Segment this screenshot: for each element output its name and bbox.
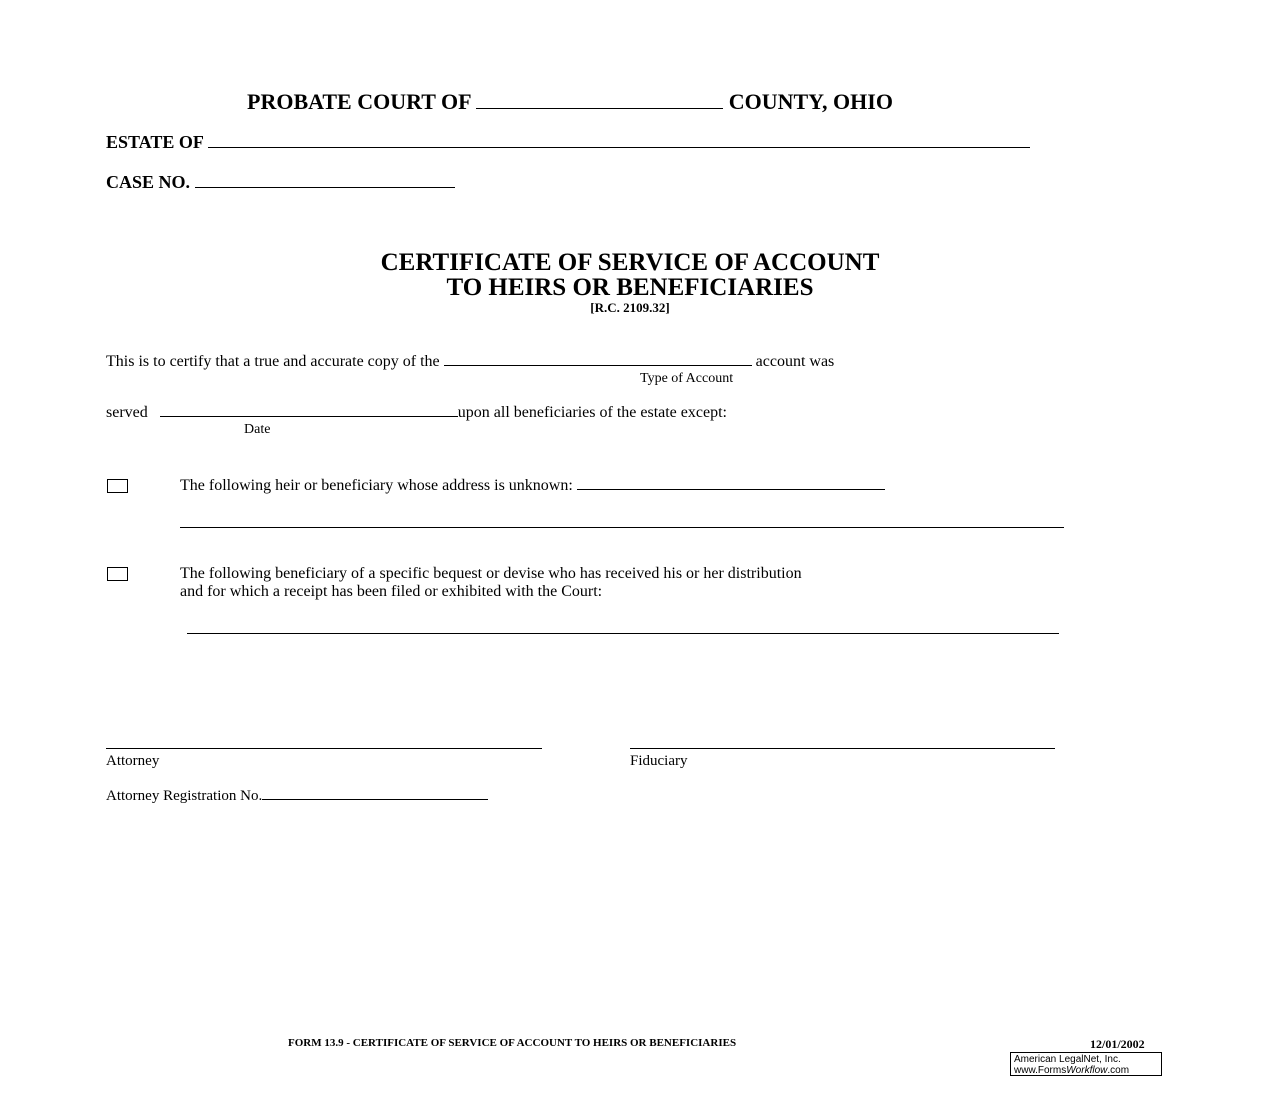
logo-line-2: [1014, 1065, 1158, 1076]
county-field[interactable]: [476, 107, 723, 109]
certify-suffix: account was: [755, 353, 835, 370]
estate-label: ESTATE OF: [106, 132, 204, 152]
unknown-heir-field-line2[interactable]: [180, 527, 1064, 528]
registration-label: Attorney Registration No.: [106, 788, 263, 804]
date-caption: Date: [244, 422, 271, 437]
title-line-1: CERTIFICATE OF SERVICE OF ACCOUNT: [380, 249, 880, 276]
fiduciary-signature-line[interactable]: [630, 748, 1055, 749]
specific-beneficiary-field[interactable]: [187, 633, 1059, 634]
case-row: [106, 173, 455, 191]
served-row: [106, 405, 727, 421]
type-of-account-caption: Type of Account: [640, 371, 734, 386]
attorney-signature-line[interactable]: [106, 748, 542, 749]
option2-line2: and for which a receipt has been filed or exhibited with the Court:: [180, 583, 603, 600]
american-legalnet-logo: [1010, 1052, 1162, 1076]
account-type-field[interactable]: [444, 364, 752, 366]
registration-number-field[interactable]: [262, 798, 488, 800]
certify-row: [106, 354, 834, 370]
served-label: served: [106, 404, 148, 421]
served-suffix: upon all beneficiaries of the estate except:: [457, 404, 727, 421]
registration-row: [106, 789, 488, 804]
court-prefix: PROBATE COURT OF: [247, 89, 471, 114]
case-number-field[interactable]: [195, 186, 455, 188]
footer-form-title: FORM 13.9 - CERTIFICATE OF SERVICE OF ACCOUNT TO HEIRS OR BENEFICIARIES: [288, 1037, 737, 1049]
title-line-2: TO HEIRS OR BENEFICIARIES: [446, 274, 814, 301]
logo-line-1: American LegalNet, Inc.: [1014, 1054, 1121, 1065]
unknown-address-checkbox[interactable]: [107, 479, 128, 493]
statute-reference: [R.C. 2109.32]: [590, 300, 670, 315]
certify-text: This is to certify that a true and accurate copy of the: [106, 353, 440, 370]
logo-suffix: .com: [1107, 1065, 1130, 1076]
option2-line1: The following beneficiary of a specific bequest or devise who has received his or her distribution: [180, 565, 802, 582]
estate-row: [106, 133, 1030, 151]
option1-row: [180, 478, 885, 494]
unknown-heir-field[interactable]: [577, 488, 885, 490]
attorney-label: Attorney: [106, 753, 160, 769]
estate-field[interactable]: [208, 146, 1030, 148]
served-date-field[interactable]: [160, 415, 458, 417]
footer-date: 12/01/2002: [1090, 1037, 1145, 1051]
specific-bequest-checkbox[interactable]: [107, 567, 128, 581]
logo-prefix: www.Forms: [1014, 1065, 1067, 1076]
option1-text: The following heir or beneficiary whose address is unknown:: [180, 477, 573, 494]
court-suffix: COUNTY, OHIO: [728, 89, 893, 114]
court-heading: [247, 91, 893, 113]
fiduciary-label: Fiduciary: [630, 753, 688, 769]
case-label: CASE NO.: [106, 172, 191, 192]
logo-italic: Workflow: [1066, 1065, 1108, 1076]
